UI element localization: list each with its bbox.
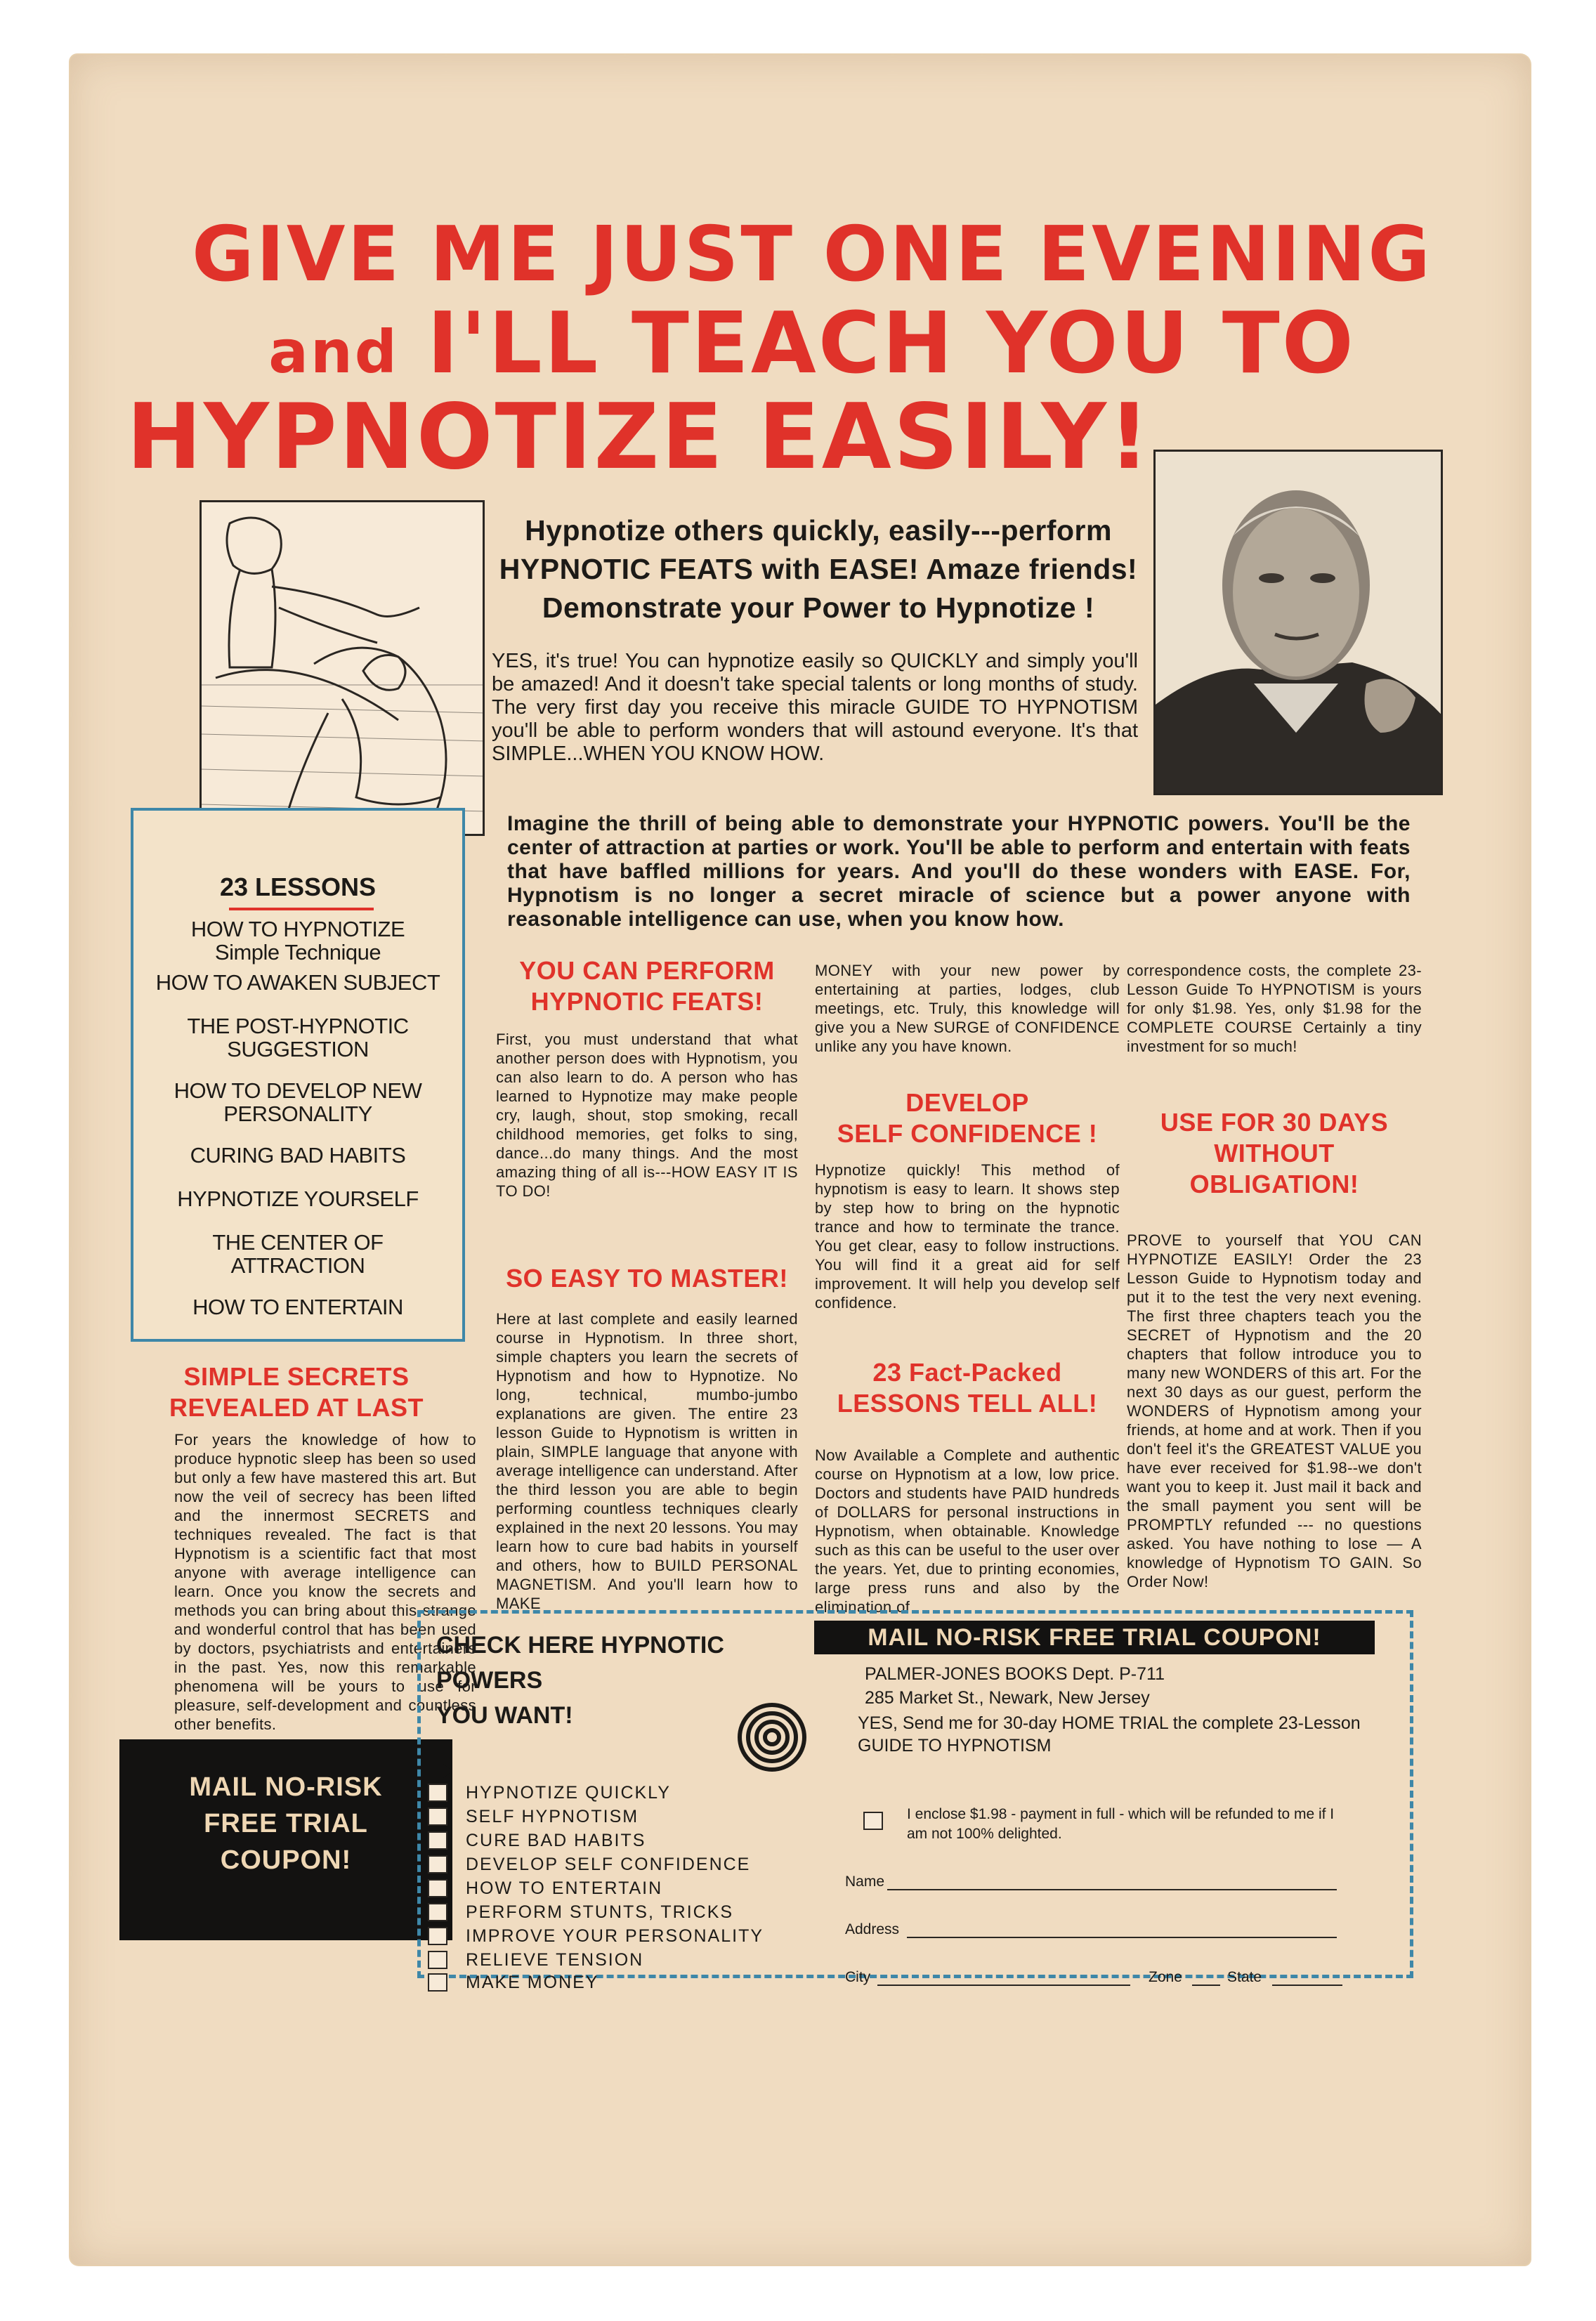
col2-text-2: Hypnotize quickly! This method of hypnotism is easy to learn. It shows step by step how to bring on the hypnotic trance and how to terminate the trance. You get clear, easy to follow instructions. You will find it a great aid for self improvement. It will help you develop self confidence. — [815, 1161, 1120, 1312]
coupon-heading: MAIL NO-RISK FREE TRIAL COUPON! — [814, 1621, 1375, 1654]
checkbox-option[interactable]: PERFORM STUNTS, TRICKS — [428, 1900, 733, 1924]
headline-line-3: HYPNOTIZE EASILY! — [126, 385, 1152, 490]
checkbox-option[interactable]: SELF HYPNOTISM — [428, 1805, 639, 1829]
subheadline-line-3: Demonstrate your Power to Hypnotize ! — [542, 591, 1095, 624]
coupon-enclose-text: I enclose $1.98 - payment in full - which will be refunded to me if I am not 100% delighted. — [907, 1806, 1335, 1842]
col3-text-1: correspondence costs, the complete 23-Lesson Guide To HYPNOTISM is yours for only $1.98. Yes, only $1.98 for the COMPLETE COURSE Certainly a tiny investment for so much! — [1127, 962, 1422, 1055]
address-field[interactable] — [907, 1937, 1337, 1938]
subheadline-line-2: HYPNOTIC FEATS with EASE! Amaze friends! — [499, 553, 1138, 585]
intro-paragraph: YES, it's true! You can hypnotize easily so QUICKLY and simply you'll be amazed! And it doesn't take special talents or long months of study. The very first day you receive this miracle GUIDE TO HYPNOTISM you'll be able to perform wonders that will astound everyone. It's that SIMPLE...WHEN YOU KNOW HOW. — [492, 650, 1138, 765]
coupon-order-text: YES, Send me for 30-day HOME TRIAL the complete 23-Lesson GUIDE TO HYPNOTISM — [858, 1713, 1361, 1756]
checkbox[interactable] — [428, 1903, 447, 1921]
city-label: City — [845, 1969, 871, 1985]
subheadline — [485, 511, 1152, 627]
lesson-item: HOW TO HYPNOTIZE Simple Technique — [190, 917, 405, 965]
lessons-list-box — [131, 808, 465, 1342]
lesson-item: THE CENTER OF ATTRACTION — [212, 1230, 384, 1278]
col3-heading-1: USE FOR 30 DAYS WITHOUT OBLIGATION! — [1160, 1108, 1389, 1198]
headline-line-1: GIVE ME JUST ONE EVENING — [192, 211, 1432, 299]
lessons-title-underline — [229, 908, 374, 910]
state-field[interactable] — [1272, 1985, 1342, 1986]
name-label: Name — [845, 1874, 885, 1890]
enclose-checkbox[interactable] — [863, 1812, 883, 1830]
author-portrait-photo — [1153, 450, 1443, 795]
hypnotist-illustration — [200, 500, 485, 836]
checkbox[interactable] — [428, 1879, 447, 1897]
coupon-address: 285 Market St., Newark, New Jersey — [865, 1688, 1150, 1708]
city-field[interactable] — [877, 1985, 1130, 1986]
secrets-text: For years the knowledge of how to produce hypnotic sleep has been so used but only a few have mastered this art. But now the veil of secrecy has been lifted and the innermost SECRETS and techniques revealed. The fact is that Hypnotism is a scientific fact that most anyone with average intelligence can learn. Once you know the secrets and methods you can bring about this strange and wonderful control that has been used by doctors, psychiatrists and entertainers in the past. Yes, now this remarkable phenomena will be yours to use for pleasure, self-development and countless other benefits. — [174, 1431, 476, 1733]
col2-text-3: Now Available a Complete and authentic course on Hypnotism at a low, low price. Doctors and students have PAID hundreds of DOLLARS for personal instructions in Hypnotism, when obtainable. Knowledge such as this can be useful to the user over the years. Yet, due to printing economies, large press runs and also by the elimination of — [815, 1446, 1120, 1616]
col1-heading-2: SO EASY TO MASTER! — [506, 1264, 788, 1293]
lesson-item: THE POST-HYPNOTIC SUGGESTION — [187, 1014, 409, 1061]
col1-heading-1: YOU CAN PERFORM HYPNOTIC FEATS! — [519, 956, 775, 1016]
hypnotist-drawing-icon — [202, 502, 485, 836]
headline-teach: I'LL TEACH YOU TO — [426, 295, 1356, 393]
state-label: State — [1227, 1969, 1262, 1985]
checkbox-option[interactable]: HYPNOTIZE QUICKLY — [428, 1781, 671, 1805]
col2-heading-2: 23 Fact-Packed LESSONS TELL ALL! — [837, 1358, 1098, 1418]
secrets-heading: SIMPLE SECRETS REVEALED AT LAST — [169, 1362, 424, 1422]
lesson-item: HOW TO ENTERTAIN — [192, 1295, 403, 1319]
subheadline-line-1: Hypnotize others quickly, easily---perform — [525, 514, 1112, 547]
zone-label: Zone — [1149, 1969, 1182, 1985]
col2-heading-1: DEVELOP SELF CONFIDENCE ! — [837, 1088, 1098, 1148]
col2-text-1: MONEY with your new power by entertaining at parties, lodges, club meetings, etc. Truly, this knowledge will give you a New SURGE of CONFIDENCE unlike any you have known. — [815, 962, 1120, 1055]
lesson-item: CURING BAD HABITS — [190, 1143, 406, 1168]
lessons-title: 23 LESSONS — [219, 872, 377, 901]
checkbox-option[interactable]: HOW TO ENTERTAIN — [428, 1876, 662, 1900]
checkbox[interactable] — [428, 1973, 447, 1992]
coupon-company: PALMER-JONES BOOKS Dept. P-711 — [865, 1664, 1165, 1684]
lesson-item: HYPNOTIZE YOURSELF — [177, 1186, 419, 1211]
address-label: Address — [845, 1921, 900, 1937]
col1-text-2: Here at last complete and easily learned course in Hypnotism. In three short, simple chapters you learn the secrets of Hypnotism and how to Hypnotize. No long, technical, mumbo-jumbo explanations are given. The entire 23 lesson Guide to Hypnotism is written in plain, SIMPLE language that anyone with average intelligence can understand. After the third lesson you are able to begin performing countless techniques clearly explained in the next 20 lessons. You may learn how to cure bad habits in yourself and others, how to BUILD PERSONAL MAGNETISM. And you'll learn how to MAKE — [496, 1310, 798, 1612]
imagine-paragraph: Imagine the thrill of being able to demonstrate your HYPNOTIC powers. You'll be the center of attraction at parties or work. You'll be able to perform and entertain with feats that have baffled millions for years. And you'll do these wonders with EASE. For, Hypnotism is no longer a secret miracle of science but a power anyone with reasonable intelligence can use, when you know how. — [507, 812, 1411, 931]
checkbox-option[interactable]: IMPROVE YOUR PERSONALITY — [428, 1924, 764, 1948]
checkbox[interactable] — [428, 1831, 447, 1850]
checkbox[interactable] — [428, 1807, 447, 1826]
name-field[interactable] — [887, 1889, 1337, 1890]
lesson-item: HOW TO DEVELOP NEW PERSONALITY — [174, 1078, 422, 1126]
checkbox-option[interactable]: DEVELOP SELF CONFIDENCE — [428, 1852, 750, 1876]
col3-text-2: PROVE to yourself that YOU CAN HYPNOTIZE EASILY! Order the 23 Lesson Guide to Hypnotism today and put it to the test the very next evening. The first three chapters teach you the SECRET of Hypnotism and the 20 chapters that follow introduce you to many new WONDERS of this art. For the next 30 days as our guest, perform the WONDERS of Hypnotism among your friends, at home and at work. Then if you don't feel it's the GREATEST VALUE you have ever received for $1.98--we don't want you to keep it. Just mail it back and the small payment you sent will be PROMPTLY refunded --- no questions asked. You have nothing to lose — A knowledge of Hypnotism TO GAIN. So Order Now! — [1127, 1231, 1422, 1590]
checkbox[interactable] — [428, 1855, 447, 1874]
order-coupon — [417, 1610, 1413, 1992]
checkbox[interactable] — [428, 1784, 447, 1802]
hypnotic-spiral-icon — [735, 1701, 809, 1774]
mail-no-risk-box: MAIL NO-RISK FREE TRIAL COUPON! — [119, 1739, 452, 1940]
zone-field[interactable] — [1192, 1985, 1220, 1986]
lesson-item: HOW TO AWAKEN SUBJECT — [155, 970, 440, 995]
checkbox-option[interactable]: MAKE MONEY — [428, 1970, 598, 1994]
headline-line-2 — [0, 295, 1596, 393]
checkbox-option[interactable]: RELIEVE TENSION — [428, 1948, 643, 1972]
col1-text-1: First, you must understand that what another person does with Hypnotism, you can also learn to do. A person who has learned to Hypnotize may make people cry, laugh, shout, stop smoking, recall childhood memories, get folks to sing, dance...do many things. And the most amazing thing of all is---HOW EASY IT IS TO DO! — [496, 1031, 798, 1200]
checkbox[interactable] — [428, 1927, 447, 1945]
headline-and: and — [268, 318, 399, 386]
checkbox[interactable] — [428, 1951, 447, 1969]
checklist-heading: CHECK HERE HYPNOTIC POWERS YOU WANT! — [436, 1632, 724, 1729]
portrait-man-icon — [1156, 452, 1443, 795]
checkbox-option[interactable]: CURE BAD HABITS — [428, 1829, 646, 1852]
